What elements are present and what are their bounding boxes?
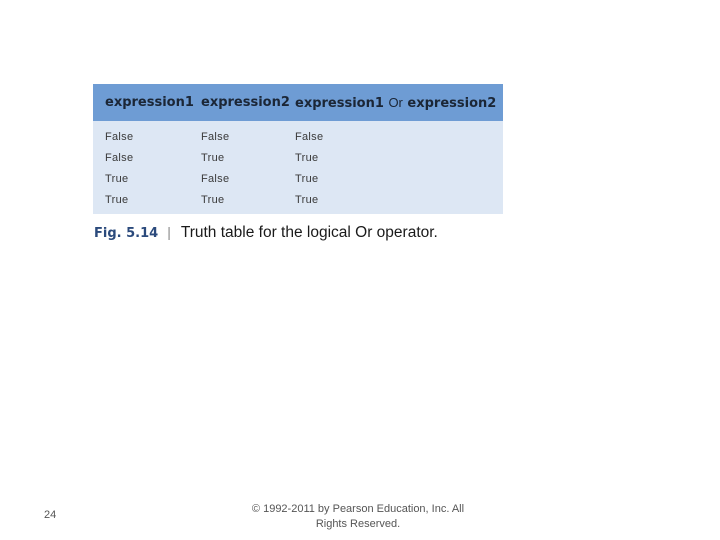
header-expression1: expression1 xyxy=(105,95,194,110)
table-row xyxy=(93,168,503,189)
table-cell: False xyxy=(201,172,230,185)
table-cell: True xyxy=(201,194,225,207)
copyright-notice xyxy=(250,502,466,532)
table-cell: True xyxy=(295,172,319,185)
slide-number: 24 xyxy=(44,509,57,521)
table-cell: True xyxy=(295,151,319,164)
table-cell: True xyxy=(295,194,319,207)
copyright-line: Rights Reserved. xyxy=(315,518,401,530)
table-cell: True xyxy=(105,172,129,185)
table-cell: False xyxy=(105,130,134,143)
table-cell: False xyxy=(295,130,324,143)
header-or-left: expression1 xyxy=(295,95,384,111)
table-body xyxy=(93,121,503,214)
table-header-row xyxy=(93,84,503,121)
header-or-operator: Or xyxy=(388,94,403,110)
truth-table xyxy=(93,84,503,214)
table-row xyxy=(93,190,503,211)
figure-number: Fig. 5.14 xyxy=(94,226,159,241)
table-cell: True xyxy=(201,151,225,164)
table-cell: True xyxy=(105,194,129,207)
caption-text: Truth table for the logical Or operator. xyxy=(180,224,438,241)
table-row xyxy=(93,147,503,168)
table-cell: False xyxy=(105,151,134,164)
header-or-result xyxy=(283,95,503,111)
copyright-line: © 1992-2011 by Pearson Education, Inc. All xyxy=(251,503,465,515)
figure-caption xyxy=(94,224,438,242)
table-row xyxy=(93,126,503,147)
header-expression2: expression2 xyxy=(201,95,290,110)
table-cell: False xyxy=(201,130,230,143)
caption-separator: | xyxy=(167,224,171,240)
header-or-right: expression2 xyxy=(407,95,497,111)
